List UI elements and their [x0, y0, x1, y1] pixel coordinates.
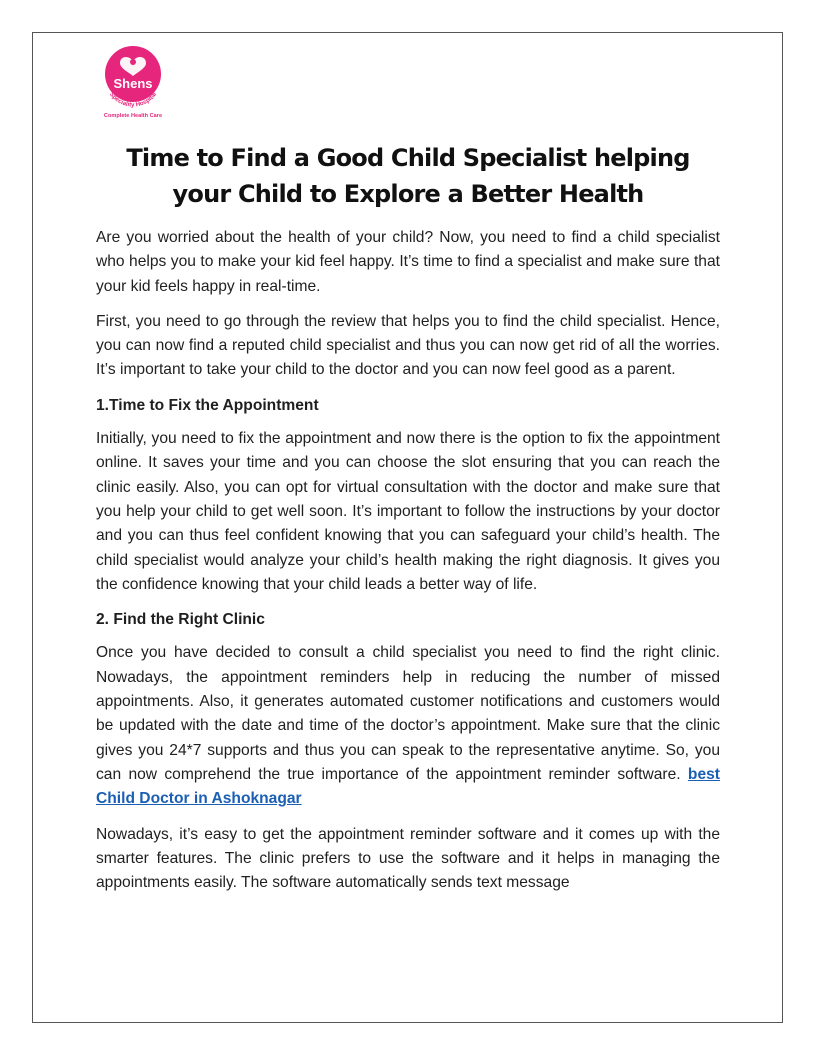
logo-tagline: Speciality Hospital	[107, 90, 159, 109]
logo-figure-icon	[130, 59, 136, 65]
clinic-paragraph-text: Once you have decided to consult a child specialist you need to find the right clinic. Nowadays, the appointment reminders help in reducing the number of missed appointments. Also, it generates automated customer notifications and customers would be updated with the date and time of the doctor’s appointment. Make sure that the clinic gives you 24*7 supports and thus you can speak to the representative anytime. So, you can now comprehend the true importance of the appointment reminder software.	[96, 644, 720, 783]
clinic-paragraph	[96, 641, 720, 811]
logo-subtagline: Complete Health Care	[103, 113, 163, 119]
logo-brand: Shens	[113, 76, 153, 91]
document-body	[96, 226, 720, 906]
best-child-doctor-link[interactable]: best Child Doctor in Ashoknagar	[96, 765, 720, 808]
page-title: Time to Find a Good Child Specialist helping your Child to Explore a Better Health	[126, 144, 690, 208]
intro-paragraph: Are you worried about the health of your child? Now, you need to find a child specialist who helps you to make your kid feel happy. It’s time to find a specialist and make sure that your kid feels happy in real-time.	[96, 229, 720, 295]
shens-logo	[98, 44, 168, 120]
section-heading-clinic: 2. Find the Right Clinic	[96, 611, 265, 629]
reminder-software-paragraph: Nowadays, it’s easy to get the appointment reminder software and it comes up with the smarter features. The clinic prefers to use the software and it helps in managing the appointments easily. The software automatically sends text message	[96, 825, 720, 892]
section-heading-appointment: 1.Time to Fix the Appointment	[96, 396, 319, 414]
review-paragraph: First, you need to go through the review that helps you to find the child specialist. Hence, you can now find a reputed child specialist and thus you can now get rid of all the worries. It’s important to take your child to the doctor and you can now feel good as a parent.	[96, 312, 720, 379]
appointment-paragraph: Initially, you need to fix the appointment and now there is the option to fix the appointment online. It saves your time and you can choose the slot ensuring that you can reach the clinic easily. Also, you can opt for virtual consultation with the doctor and make sure that you help your child to get well soon. It’s important to follow the instructions by your doctor and you can thus feel confident knowing that you can safeguard your child’s health. The child specialist would analyze your child’s health making the right diagnosis. It gives you the confidence knowing that your child leads a better way of life.	[96, 430, 720, 593]
